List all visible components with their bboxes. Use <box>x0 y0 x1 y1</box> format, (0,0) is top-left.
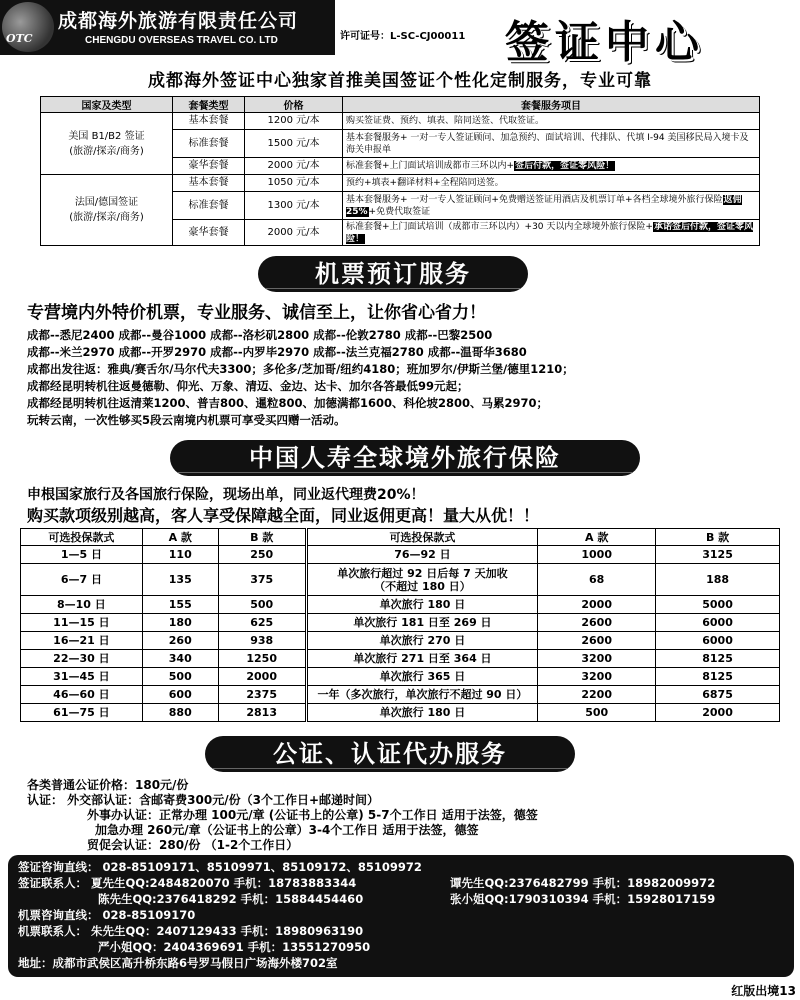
plan-duration: 单次旅行 181 日至 269 日 <box>306 614 538 632</box>
table-row <box>21 614 780 632</box>
contact-panel <box>8 855 794 977</box>
plan-a-price: 180 <box>142 614 218 632</box>
column-header: 可选投保款式 <box>21 529 143 546</box>
insurance-section-banner: 中国人寿全球境外旅行保险 <box>170 440 640 476</box>
company-name-cn: 成都海外旅游有限责任公司 <box>58 10 299 32</box>
ticket-contact: 严小姐QQ：2404369691 手机：13551270950 <box>98 940 371 954</box>
page-title: 签证中心 <box>505 17 705 68</box>
notary-line: 各类普通公证价格：180元/份 <box>27 778 189 792</box>
plan-b-price: 2000 <box>218 668 306 686</box>
notary-line: 贸促会认证：280/份 （1-2个工作日） <box>87 838 299 852</box>
plan-duration: 单次旅行 270 日 <box>306 632 538 650</box>
package-type: 豪华套餐 <box>173 220 245 246</box>
plan-a-price: 2200 <box>538 686 656 704</box>
table-row <box>41 175 760 192</box>
package-description <box>343 192 760 220</box>
table-row <box>21 546 780 564</box>
license-number: 许可证号：L-SC-CJ00011 <box>340 31 466 42</box>
package-price: 1050 元/本 <box>245 175 343 192</box>
notary-line: 外事办认证：正常办理 100元/章 (公证书上的公章) 5-7个工作日 适用于法签，德签 <box>87 808 538 822</box>
visa-hotline: 签证咨询直线： 028-85109171、85109971、85109172、85109972 <box>18 860 422 874</box>
plan-duration-note: （不超过 180 日） <box>374 579 471 593</box>
country-name: 法国/德国签证 <box>74 197 139 208</box>
plan-duration: 61—75 日 <box>21 704 143 722</box>
package-price: 1300 元/本 <box>245 192 343 220</box>
country-cell <box>41 175 173 246</box>
package-description: 基本套餐服务+ 一对一专人签证顾问、加急预约、面试培训、代排队、代填 I-94 美国移民局入境卡及海关申报单 <box>343 130 760 158</box>
plan-b-price: 250 <box>218 546 306 564</box>
plan-b-price: 2375 <box>218 686 306 704</box>
table-row <box>21 596 780 614</box>
table-row <box>21 686 780 704</box>
column-header: A 款 <box>538 529 656 546</box>
plan-duration: 单次旅行 271 日至 364 日 <box>306 650 538 668</box>
visa-purpose: (旅游/探亲/商务) <box>69 145 144 157</box>
plan-duration: 8—10 日 <box>21 596 143 614</box>
plan-duration: 单次旅行 180 日 <box>306 596 538 614</box>
package-price: 2000 元/本 <box>245 158 343 175</box>
description-text: 基本套餐服务+ 一对一专人签证顾问+免费赠送签证用酒店及机票订单+各档全球境外旅行保险 <box>346 194 723 205</box>
plan-duration: 46—60 日 <box>21 686 143 704</box>
highlight-text: 承诺签后付款，签证零风险！ <box>346 221 753 244</box>
visa-contact: 张小姐QQ:1790310394 手机：15928017159 <box>450 892 716 906</box>
insurance-intro-line: 申根国家旅行及各国旅行保险，现场出单，同业返代理费20%！ <box>27 487 425 503</box>
flight-line: 成都--悉尼2400 成都--曼谷1000 成都--洛杉矶2800 成都--伦敦2780 成都--巴黎2500 <box>27 328 493 342</box>
table-header-row <box>41 97 760 113</box>
package-price: 1200 元/本 <box>245 113 343 130</box>
plan-duration-line: 单次旅行超过 92 日后每 7 天加收 <box>337 566 508 580</box>
package-price: 2000 元/本 <box>245 220 343 246</box>
plan-a-price: 1000 <box>538 546 656 564</box>
table-row <box>21 704 780 722</box>
insurance-intro-line: 购买款项级别越高，客人享受保障越全面，同业返佣更高！量大从优！！ <box>27 506 540 525</box>
notary-section-banner: 公证、认证代办服务 <box>205 736 575 772</box>
notary-line: 认证： 外交部认证：含邮寄费300元/份（3个工作日+邮递时间） <box>27 793 380 807</box>
description-text: 标准套餐+上门面试培训成都市三环以内+ <box>346 161 515 171</box>
table-row <box>21 632 780 650</box>
plan-b-price: 6000 <box>656 614 780 632</box>
column-header: B 款 <box>218 529 306 546</box>
package-type: 标准套餐 <box>173 130 245 158</box>
plan-duration: 31—45 日 <box>21 668 143 686</box>
plan-b-price: 2000 <box>656 704 780 722</box>
plan-b-price: 500 <box>218 596 306 614</box>
plan-a-price: 2600 <box>538 632 656 650</box>
package-description: 预约+填表+翻译材料+全程陪同送签。 <box>343 175 760 192</box>
table-row <box>21 668 780 686</box>
plan-a-price: 500 <box>142 668 218 686</box>
table-header-row <box>21 529 780 546</box>
flight-slogan: 专营境内外特价机票，专业服务、诚信至上，让你省心省力！ <box>27 303 486 323</box>
plan-b-price: 938 <box>218 632 306 650</box>
insurance-intro <box>27 485 539 527</box>
plan-b-price: 8125 <box>656 650 780 668</box>
plan-a-price: 260 <box>142 632 218 650</box>
package-description <box>343 220 760 246</box>
globe-logo-icon <box>2 2 54 52</box>
plan-a-price: 2600 <box>538 614 656 632</box>
address: 地址：成都市武侯区高升桥东路6号罗马假日广场海外楼702室 <box>18 956 338 970</box>
header <box>0 0 800 68</box>
page-footer: 红版出境13 <box>731 984 796 998</box>
visa-purpose: (旅游/探亲/商务) <box>69 212 144 223</box>
plan-b-price: 6875 <box>656 686 780 704</box>
company-logo-block <box>0 0 335 55</box>
plan-duration: 1—5 日 <box>21 546 143 564</box>
plan-duration: 16—21 日 <box>21 632 143 650</box>
company-name-en: CHENGDU OVERSEAS TRAVEL CO. LTD <box>85 35 278 46</box>
ticket-contact: 机票联系人： 朱先生QQ：2407129433 手机：18980963190 <box>18 924 364 938</box>
plan-a-price: 2000 <box>538 596 656 614</box>
plan-a-price: 3200 <box>538 668 656 686</box>
plan-a-price: 880 <box>142 704 218 722</box>
plan-b-price: 1250 <box>218 650 306 668</box>
plan-b-price: 625 <box>218 614 306 632</box>
plan-b-price: 2813 <box>218 704 306 722</box>
insurance-price-table <box>20 528 780 722</box>
flight-line: 成都出发往返：雅典/赛舌尔/马尔代夫3300；多伦多/芝加哥/纽约4180；班加罗尔/伊斯兰堡/德里1210； <box>27 362 574 376</box>
column-header: 价格 <box>245 97 343 113</box>
plan-b-price: 375 <box>218 564 306 596</box>
column-header: 套餐类型 <box>173 97 245 113</box>
plan-duration <box>306 564 538 596</box>
description-text: 标准套餐+上门面试培训（成都市三环以内）+30 天以内全球境外旅行保险+ <box>346 221 653 232</box>
column-header: 套餐服务项目 <box>343 97 760 113</box>
plan-duration: 6—7 日 <box>21 564 143 596</box>
ticket-hotline: 机票咨询直线： 028-85109170 <box>18 908 196 922</box>
column-header: 可选投保款式 <box>306 529 538 546</box>
plan-a-price: 3200 <box>538 650 656 668</box>
notary-details <box>27 778 538 853</box>
plan-duration: 76—92 日 <box>306 546 538 564</box>
description-tail: +免费代取签证 <box>368 206 431 217</box>
visa-package-table <box>40 96 760 246</box>
plan-a-price: 500 <box>538 704 656 722</box>
plan-b-price: 6000 <box>656 632 780 650</box>
table-row <box>21 650 780 668</box>
logo-text: OTC <box>6 32 33 45</box>
country-cell <box>41 113 173 175</box>
plan-a-price: 340 <box>142 650 218 668</box>
column-header: 国家及类型 <box>41 97 173 113</box>
plan-b-price: 8125 <box>656 668 780 686</box>
plan-b-price: 3125 <box>656 546 780 564</box>
package-description <box>343 158 760 175</box>
flight-line: 成都经昆明转机往返曼德勒、仰光、万象、清迈、金边、达卡、加尔各答最低99元起； <box>27 379 469 393</box>
package-description: 购买签证费、预约、填表、陪同送签、代取签证。 <box>343 113 760 130</box>
visa-contact: 谭先生QQ:2376482799 手机：18982009972 <box>450 876 716 890</box>
package-type: 豪华套餐 <box>173 158 245 175</box>
package-price: 1500 元/本 <box>245 130 343 158</box>
plan-b-price: 188 <box>656 564 780 596</box>
flight-line: 成都--米兰2970 成都--开罗2970 成都--内罗毕2970 成都--法兰克福2780 成都--温哥华3680 <box>27 345 527 359</box>
plan-a-price: 135 <box>142 564 218 596</box>
plan-a-price: 600 <box>142 686 218 704</box>
plan-a-price: 155 <box>142 596 218 614</box>
plan-duration: 单次旅行 365 日 <box>306 668 538 686</box>
plan-duration: 22—30 日 <box>21 650 143 668</box>
package-type: 基本套餐 <box>173 175 245 192</box>
plan-a-price: 68 <box>538 564 656 596</box>
column-header: B 款 <box>656 529 780 546</box>
highlight-text: 签后付款，签证零风险！ <box>515 161 615 171</box>
plan-b-price: 5000 <box>656 596 780 614</box>
plan-duration: 单次旅行 180 日 <box>306 704 538 722</box>
table-row <box>41 113 760 130</box>
plan-duration: 一年（多次旅行，单次旅行不超过 90 日） <box>306 686 538 704</box>
plan-duration: 11—15 日 <box>21 614 143 632</box>
visa-contact: 陈先生QQ:2376418292 手机：15884454460 <box>98 892 364 906</box>
plan-a-price: 110 <box>142 546 218 564</box>
package-type: 基本套餐 <box>173 113 245 130</box>
package-type: 标准套餐 <box>173 192 245 220</box>
flight-deals <box>27 298 574 429</box>
flight-line: 成都经昆明转机往返清莱1200、普吉800、暹粒800、加德满都1600、科伦坡2800、马累2970； <box>27 396 549 410</box>
promo-headline: 成都海外签证中心独家首推美国签证个性化定制服务，专业可靠 <box>148 71 652 91</box>
visa-contact: 签证联系人： 夏先生QQ:2484820070 手机：18783883344 <box>18 876 357 890</box>
country-name: 美国 B1/B2 签证 <box>68 130 145 142</box>
highlight-text: 返佣 25% <box>346 194 742 217</box>
table-row <box>21 564 780 596</box>
flight-section-banner: 机票预订服务 <box>258 256 528 292</box>
flight-line: 玩转云南，一次性够买5段云南境内机票可享受买四赠一活动。 <box>27 413 346 427</box>
notary-line: 加急办理 260元/章（公证书上的公章）3-4个工作日 适用于法签，德签 <box>95 823 479 837</box>
column-header: A 款 <box>142 529 218 546</box>
